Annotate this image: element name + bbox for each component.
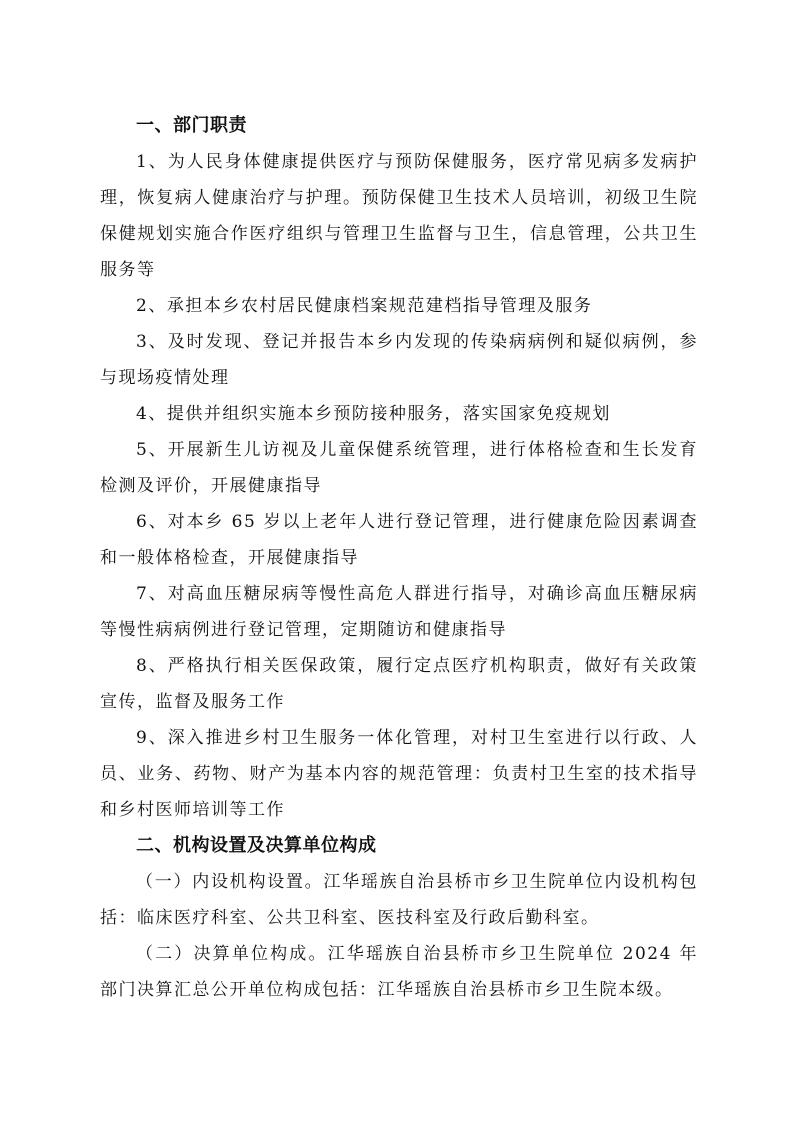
- duty-item-6: 6、对本乡 65 岁以上老年人进行登记管理，进行健康危险因素调查和一般体格检查，开展健康指导: [100, 512, 698, 568]
- duty-item-1: 1、为人民身体健康提供医疗与预防保健服务，医疗常见病多发病护理，恢复病人健康治疗与护理。预防保健卫生技术人员培训，初级卫生院保健规划实施合作医疗组织与管理卫生监督与卫生，信息管理，公共卫生服务等: [100, 152, 698, 280]
- section-heading-duties: 一、部门职责: [136, 115, 247, 136]
- duty-item-7: 7、对高血压糖尿病等慢性高危人群进行指导，对确诊高血压糖尿病等慢性病病例进行登记管理，定期随访和健康指导: [100, 584, 698, 640]
- duty-item-2: 2、承担本乡农村居民健康档案规范建档指导管理及服务: [136, 296, 593, 316]
- duty-item-5: 5、开展新生儿访视及儿童保健系统管理，进行体格检查和生长发育检测及评价，开展健康指导: [100, 440, 698, 496]
- duty-item-9: 9、深入推进乡村卫生服务一体化管理，对村卫生室进行以行政、人员、业务、药物、财产为基本内容的规范管理：负责村卫生室的技术指导和乡村医师培训等工作: [100, 728, 698, 820]
- duty-item-8: 8、严格执行相关医保政策，履行定点医疗机构职责，做好有关政策宣传，监督及服务工作: [100, 656, 698, 712]
- duty-item-4: 4、提供并组织实施本乡预防接种服务，落实国家免疫规划: [136, 404, 611, 424]
- document-body: [100, 108, 698, 1008]
- duty-item-3: 3、及时发现、登记并报告本乡内发现的传染病病例和疑似病例，参与现场疫情处理: [100, 332, 698, 388]
- section-heading-organization: 二、机构设置及决算单位构成: [136, 835, 377, 856]
- org-item-internal-structure: （一）内设机构设置。江华瑶族自治县桥市乡卫生院单位内设机构包括：临床医疗科室、公共卫科室、医技科室及行政后勤科室。: [100, 872, 698, 928]
- org-item-budget-units: （二）决算单位构成。江华瑶族自治县桥市乡卫生院单位 2024 年部门决算汇总公开单位构成包括：江华瑶族自治县桥市乡卫生院本级。: [100, 944, 698, 1000]
